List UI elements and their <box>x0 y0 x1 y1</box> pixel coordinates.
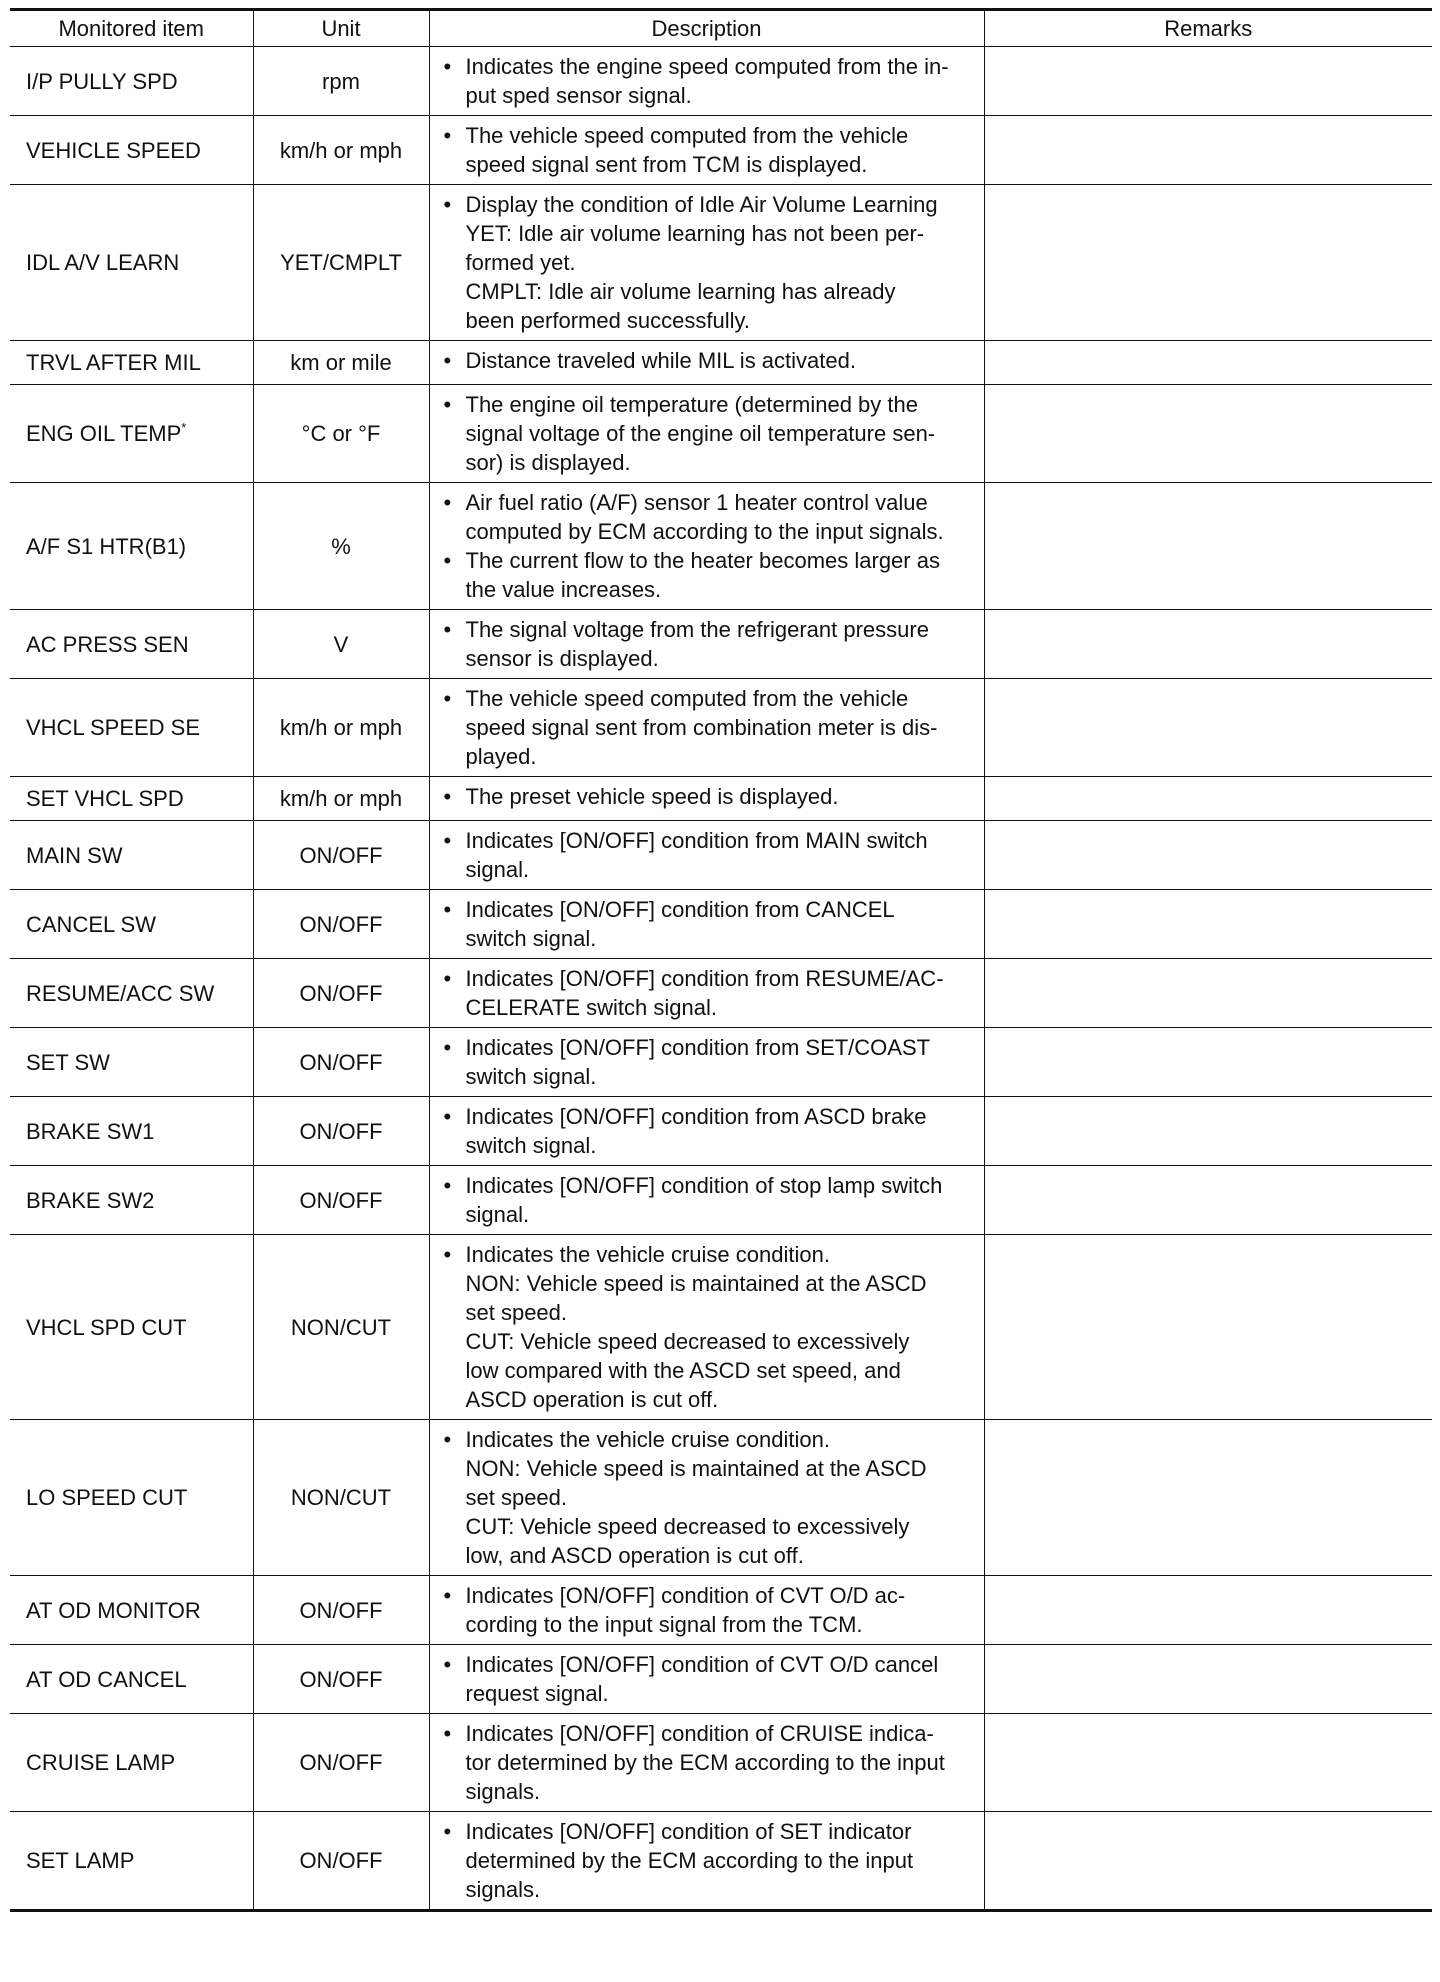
description-cell <box>429 821 984 890</box>
item-name: CANCEL SW <box>26 911 156 937</box>
desc-line: NON: Vehicle speed is maintained at the ASCD <box>465 1271 927 1296</box>
description-cell <box>429 483 984 610</box>
table-row <box>10 47 1432 116</box>
unit-cell: ON/OFF <box>253 1714 429 1812</box>
description-cell <box>429 1645 984 1714</box>
description-cell <box>429 890 984 959</box>
desc-line: switch signal. <box>465 926 597 951</box>
item-cell <box>10 959 253 1028</box>
table-row <box>10 1420 1432 1576</box>
bullet-line: • Indicates [ON/OFF] condition from SET/COAST <box>438 1033 976 1062</box>
header-description: Description <box>429 10 984 47</box>
description-cell <box>429 1576 984 1645</box>
table-row <box>10 821 1432 890</box>
item-name: VEHICLE SPEED <box>26 137 201 163</box>
bullet-line: • Indicates the vehicle cruise condition. <box>438 1240 976 1269</box>
bullet-line: • The signal voltage from the refrigerant pressure <box>438 615 976 644</box>
unit-cell: NON/CUT <box>253 1235 429 1420</box>
unit-cell: km/h or mph <box>253 777 429 821</box>
item-name: AT OD MONITOR <box>26 1597 201 1623</box>
table-row <box>10 1812 1432 1911</box>
item-name: BRAKE SW2 <box>26 1187 155 1213</box>
desc-line: set speed. <box>465 1300 568 1325</box>
desc-line: switch signal. <box>465 1064 597 1089</box>
header-monitored-item: Monitored item <box>58 16 204 41</box>
bullet-line: • The vehicle speed computed from the vehicle <box>438 684 976 713</box>
description-cell <box>429 185 984 341</box>
unit-cell: km/h or mph <box>253 116 429 185</box>
table-row <box>10 1166 1432 1235</box>
bullet-line: • Distance traveled while MIL is activated. <box>438 346 976 375</box>
item-name: ENG OIL TEMP <box>26 421 182 446</box>
remarks-cell <box>984 1645 1432 1714</box>
bullet-line: • Indicates [ON/OFF] condition from CANCEL <box>438 895 976 924</box>
description-cell <box>429 1097 984 1166</box>
desc-line: signal. <box>465 857 530 882</box>
bullet-line: • Indicates [ON/OFF] condition from ASCD brake <box>438 1102 976 1131</box>
unit-cell: ON/OFF <box>253 890 429 959</box>
remarks-cell <box>984 679 1432 777</box>
item-name: AT OD CANCEL <box>26 1666 187 1692</box>
description-cell <box>429 1028 984 1097</box>
item-cell <box>10 1166 253 1235</box>
item-cell <box>10 185 253 341</box>
bullet-line: • Indicates [ON/OFF] condition of CVT O/D cancel <box>438 1650 976 1679</box>
desc-line: sensor is displayed. <box>465 646 659 671</box>
description-cell <box>429 1166 984 1235</box>
header-unit: Unit <box>253 10 429 47</box>
item-name: CRUISE LAMP <box>26 1750 176 1775</box>
bullet-line: • Indicates [ON/OFF] condition of stop lamp switch <box>438 1171 976 1200</box>
item-name: MAIN SW <box>26 842 123 868</box>
desc-line: low compared with the ASCD set speed, and <box>465 1358 901 1383</box>
item-cell <box>10 1028 253 1097</box>
item-name: SET SW <box>26 1049 110 1075</box>
footnote-marker: * <box>181 420 187 435</box>
desc-line: cording to the input signal from the TCM. <box>465 1612 863 1637</box>
item-cell <box>10 1097 253 1166</box>
desc-line: formed yet. <box>465 250 576 275</box>
desc-line: signal. <box>465 1202 530 1227</box>
desc-line: the value increases. <box>465 577 662 602</box>
desc-line: determined by the ECM according to the input <box>465 1848 914 1873</box>
unit-cell: ON/OFF <box>253 1166 429 1235</box>
table-row <box>10 890 1432 959</box>
unit-cell: ON/OFF <box>253 1645 429 1714</box>
desc-line: set speed. <box>465 1485 568 1510</box>
description-cell <box>429 341 984 385</box>
unit-cell: % <box>253 483 429 610</box>
table-row <box>10 483 1432 610</box>
remarks-cell <box>984 47 1432 116</box>
desc-line: computed by ECM according to the input signals. <box>465 519 944 544</box>
item-cell <box>10 47 253 116</box>
item-name: A/F S1 HTR(B1) <box>26 533 187 559</box>
item-cell <box>10 1235 253 1420</box>
desc-line: speed signal sent from TCM is displayed. <box>465 152 868 177</box>
description-cell <box>429 777 984 821</box>
unit-cell: ON/OFF <box>253 821 429 890</box>
bullet-line: • The vehicle speed computed from the vehicle <box>438 121 976 150</box>
unit-cell: ON/OFF <box>253 1097 429 1166</box>
bullet-line: • The preset vehicle speed is displayed. <box>438 782 976 811</box>
item-cell <box>10 1576 253 1645</box>
remarks-cell <box>984 777 1432 821</box>
item-name: AC PRESS SEN <box>26 631 189 657</box>
item-cell <box>10 821 253 890</box>
remarks-cell <box>984 341 1432 385</box>
description-cell <box>429 385 984 483</box>
desc-line: CUT: Vehicle speed decreased to excessively <box>465 1329 910 1354</box>
item-name: IDL A/V LEARN <box>26 250 180 275</box>
description-cell <box>429 679 984 777</box>
unit-cell: ON/OFF <box>253 959 429 1028</box>
table-row <box>10 1714 1432 1812</box>
item-cell <box>10 777 253 821</box>
bullet-line: • Indicates [ON/OFF] condition from RESUME/AC- <box>438 964 976 993</box>
unit-cell: ON/OFF <box>253 1812 429 1911</box>
item-cell <box>10 890 253 959</box>
unit-cell: km/h or mph <box>253 679 429 777</box>
bullet-line: • Indicates [ON/OFF] condition of SET indicator <box>438 1817 976 1846</box>
remarks-cell <box>984 1028 1432 1097</box>
description-cell <box>429 1235 984 1420</box>
remarks-cell <box>984 1714 1432 1812</box>
unit-cell: km or mile <box>253 341 429 385</box>
item-cell <box>10 679 253 777</box>
desc-line: tor determined by the ECM according to the input <box>465 1750 945 1775</box>
item-cell <box>10 1645 253 1714</box>
header-remarks: Remarks <box>984 10 1432 47</box>
item-name: I/P PULLY SPD <box>26 68 178 94</box>
table-row <box>10 116 1432 185</box>
table-row <box>10 1097 1432 1166</box>
desc-line: YET: Idle air volume learning has not been per- <box>465 221 925 246</box>
description-cell <box>429 1714 984 1812</box>
desc-line: sor) is displayed. <box>465 450 631 475</box>
item-name: SET LAMP <box>26 1848 135 1873</box>
desc-line: NON: Vehicle speed is maintained at the ASCD <box>465 1456 927 1481</box>
unit-cell: ON/OFF <box>253 1576 429 1645</box>
unit-cell: V <box>253 610 429 679</box>
description-cell <box>429 1420 984 1576</box>
remarks-cell <box>984 1576 1432 1645</box>
bullet-line: • Indicates [ON/OFF] condition from MAIN switch <box>438 826 976 855</box>
remarks-cell <box>984 1420 1432 1576</box>
remarks-cell <box>984 1166 1432 1235</box>
remarks-cell <box>984 890 1432 959</box>
bullet-line: • Indicates [ON/OFF] condition of CVT O/D ac- <box>438 1581 976 1610</box>
table-row <box>10 385 1432 483</box>
table-row <box>10 1235 1432 1420</box>
table-row <box>10 1576 1432 1645</box>
item-cell <box>10 1420 253 1576</box>
table-row <box>10 959 1432 1028</box>
item-cell <box>10 1714 253 1812</box>
bullet-line: • Indicates [ON/OFF] condition of CRUISE indica- <box>438 1719 976 1748</box>
remarks-cell <box>984 1812 1432 1911</box>
item-cell <box>10 385 253 483</box>
item-name: BRAKE SW1 <box>26 1118 155 1144</box>
bullet-line: • The current flow to the heater becomes larger as <box>438 546 976 575</box>
item-name: VHCL SPEED SE <box>26 715 201 740</box>
desc-line: CUT: Vehicle speed decreased to excessively <box>465 1514 910 1539</box>
description-cell <box>429 610 984 679</box>
item-name: RESUME/ACC SW <box>26 980 215 1006</box>
remarks-cell <box>984 483 1432 610</box>
desc-line: CMPLT: Idle air volume learning has already <box>465 279 896 304</box>
table-row <box>10 185 1432 341</box>
unit-cell: ON/OFF <box>253 1028 429 1097</box>
table-header-row <box>10 10 1432 47</box>
bullet-line: • Display the condition of Idle Air Volume Learning <box>438 190 976 219</box>
item-cell <box>10 1812 253 1911</box>
remarks-cell <box>984 610 1432 679</box>
item-name: SET VHCL SPD <box>26 786 184 811</box>
remarks-cell <box>984 185 1432 341</box>
desc-line: request signal. <box>465 1681 609 1706</box>
table-row <box>10 777 1432 821</box>
remarks-cell <box>984 959 1432 1028</box>
desc-line: ASCD operation is cut off. <box>465 1387 719 1412</box>
item-name: VHCL SPD CUT <box>26 1314 187 1340</box>
remarks-cell <box>984 116 1432 185</box>
description-cell <box>429 47 984 116</box>
desc-line: CELERATE switch signal. <box>465 995 717 1020</box>
description-cell <box>429 1812 984 1911</box>
desc-line: switch signal. <box>465 1133 597 1158</box>
desc-line: signals. <box>465 1877 541 1902</box>
desc-line: put sped sensor signal. <box>465 83 692 108</box>
desc-line: played. <box>465 744 537 769</box>
item-cell <box>10 116 253 185</box>
unit-cell: NON/CUT <box>253 1420 429 1576</box>
remarks-cell <box>984 1097 1432 1166</box>
item-cell <box>10 483 253 610</box>
description-cell <box>429 959 984 1028</box>
remarks-cell <box>984 385 1432 483</box>
table-row <box>10 610 1432 679</box>
monitor-item-table <box>10 8 1432 1912</box>
unit-cell: YET/CMPLT <box>253 185 429 341</box>
item-cell <box>10 610 253 679</box>
table-row <box>10 1645 1432 1714</box>
desc-line: been performed successfully. <box>465 308 751 333</box>
unit-cell: rpm <box>253 47 429 116</box>
desc-line: signal voltage of the engine oil temperature sen- <box>465 421 936 446</box>
bullet-line: • Indicates the engine speed computed from the in- <box>438 52 976 81</box>
description-cell <box>429 116 984 185</box>
table-row <box>10 341 1432 385</box>
desc-line: signals. <box>465 1779 541 1804</box>
remarks-cell <box>984 1235 1432 1420</box>
remarks-cell <box>984 821 1432 890</box>
bullet-line: • The engine oil temperature (determined by the <box>438 390 976 419</box>
unit-cell: °C or °F <box>253 385 429 483</box>
table-row <box>10 679 1432 777</box>
item-name: TRVL AFTER MIL <box>26 350 201 375</box>
bullet-line: • Air fuel ratio (A/F) sensor 1 heater control value <box>438 488 976 517</box>
item-name: LO SPEED CUT <box>26 1485 188 1510</box>
bullet-line: • Indicates the vehicle cruise condition. <box>438 1425 976 1454</box>
table-row <box>10 1028 1432 1097</box>
desc-line: speed signal sent from combination meter is dis- <box>465 715 938 740</box>
item-cell <box>10 341 253 385</box>
desc-line: low, and ASCD operation is cut off. <box>465 1543 804 1568</box>
